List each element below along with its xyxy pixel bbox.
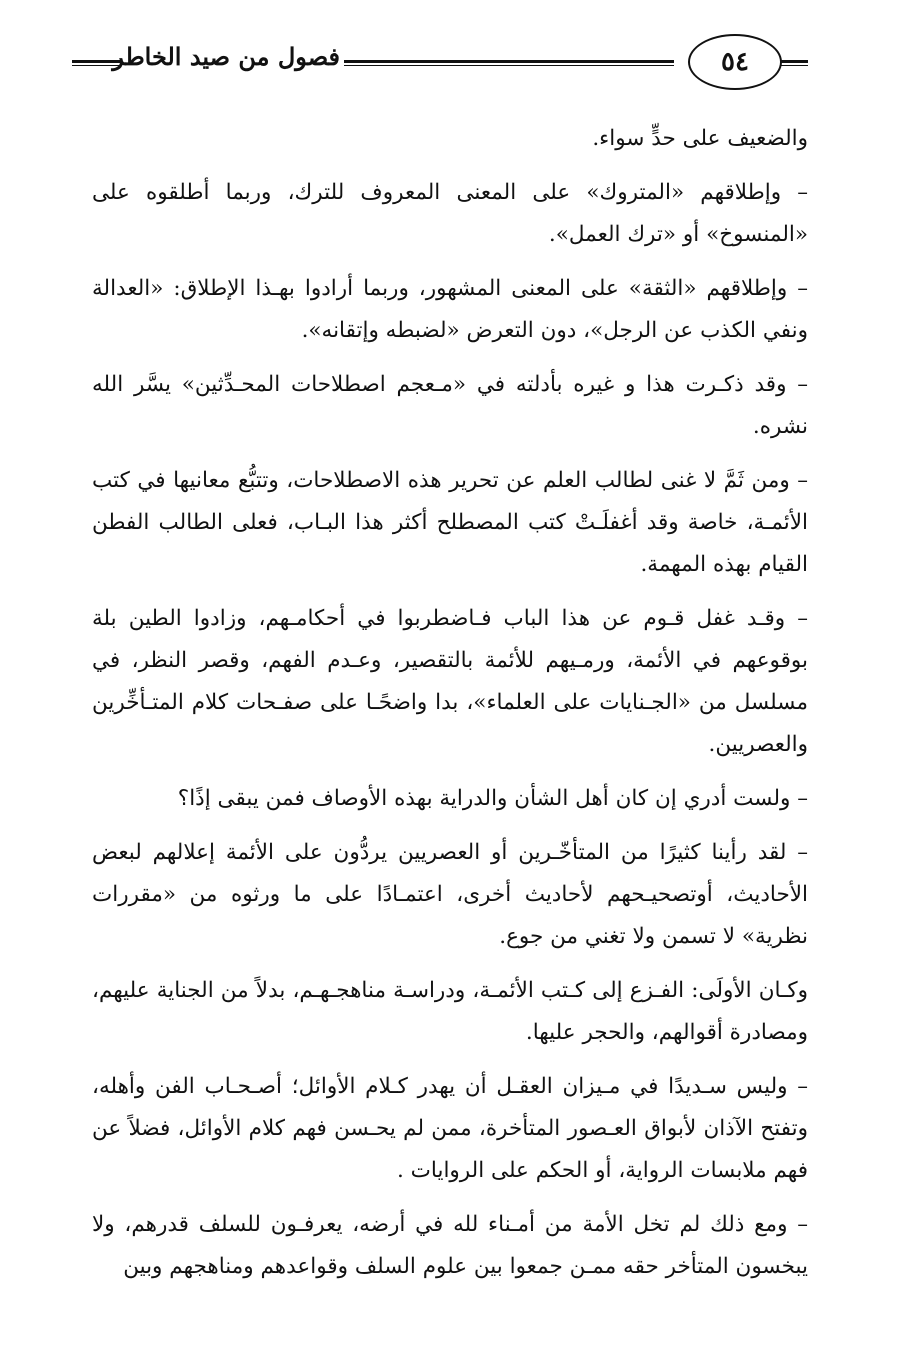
- header-rule-right: [780, 60, 808, 66]
- body-text: [92, 118, 808, 1300]
- header-rule-middle: [344, 60, 674, 66]
- paragraph: – لقد رأينا كثيرًا من المتأخّـرين أو العصريين يردُّون على الأئمة إعلالهم لبعض الأحاديث، أوتصحيـحهم لأحاديث أخرى، اعتمـادًا على ما ورثوه من «مقررات نظرية» لا تسمن ولا تغني من جوع.: [92, 840, 808, 949]
- paragraph: – ولست أدري إن كان أهل الشأن والدراية بهذه الأوصاف فمن يبقى إذًا؟: [177, 786, 808, 811]
- page-number: ٥٤: [688, 34, 782, 90]
- paragraph: – ومن ثَمَّ لا غنى لطالب العلم عن تحرير هذه الاصطلاحات، وتتبُّع معانيها في كتب الأئمـة، خاصة وقد أغفلَـتْ كتب المصطلح أكثر هذا البـاب، فعلى الطالب الفطن القيام بهذه المهمة.: [92, 468, 808, 577]
- page-header: [60, 30, 815, 100]
- paragraph: – وقـد غفل قـوم عن هذا الباب فـاضطربوا في أحكامـهم، وزادوا الطين بلة بوقوعهم في الأئمة، ورمـيهم للأئمة بالتقصير، وعـدم الفهم، وقصر النظر، في مسلسل من «الجـنايات على العلماء»، بدا واضحًـا على صفـحات كلام المتـأخِّرين والعصريين.: [92, 606, 808, 757]
- paragraph: وكـان الأولَى: الفـزع إلى كـتب الأئمـة، ودراسـة مناهجـهـم، بدلاً من الجناية عليهم، ومصادرة أقوالهم، والحجر عليها.: [92, 978, 808, 1045]
- paragraph: – وليس سـديدًا في مـيزان العقـل أن يهدر كـلام الأوائل؛ أصـحـاب الفن وأهله، وتفتح الآذان لأبواق العـصور المتأخرة، ممن لم يحـسن فهم كلام الأوائل، فضلاً عن فهم ملابسات الرواية، أو الحكم على الروايات .: [92, 1074, 808, 1183]
- paragraph: – وإطلاقهم «المتروك» على المعنى المعروف للترك، وربما أطلقوه على «المنسوخ» أو «ترك العمل».: [92, 180, 808, 247]
- paragraph: – ومع ذلك لم تخل الأمة من أمـناء لله في أرضه، يعرفـون للسلف قدرهم، ولا يبخسون المتأخر حقه ممـن جمعوا بين علوم السلف وقواعدهم ومناهجهم وبين: [92, 1212, 808, 1279]
- paragraph: – وقد ذكـرت هذا و غيره بأدلته في «مـعجم اصطلاحات المحـدِّثين» يسَّر الله نشره.: [92, 372, 808, 439]
- running-title: فصول من صيد الخاطر: [112, 42, 340, 71]
- paragraph: والضعيف على حدٍّ سواء.: [592, 126, 808, 151]
- paragraph: – وإطلاقهم «الثقة» على المعنى المشهور، وربما أرادوا بهـذا الإطلاق: «العدالة ونفي الكذب عن الرجل»، دون التعرض «لضبطه وإتقانه».: [92, 276, 808, 343]
